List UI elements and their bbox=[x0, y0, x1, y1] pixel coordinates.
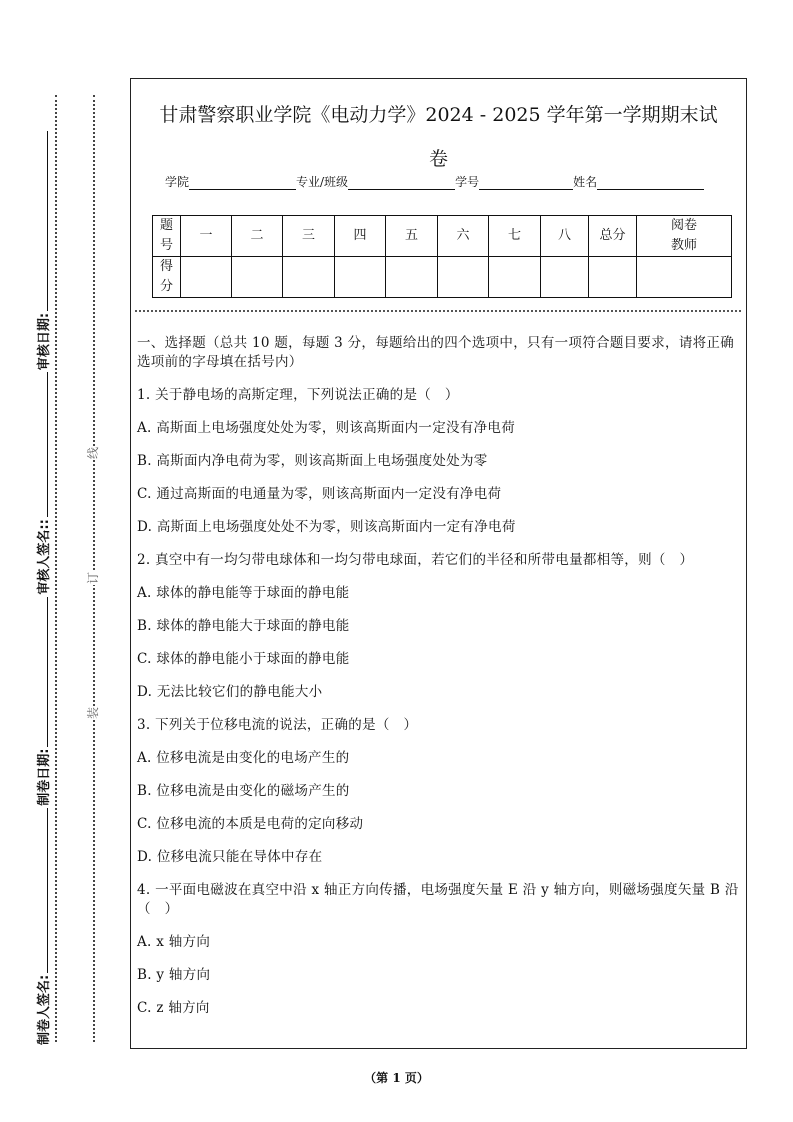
page-number: （第 1 页） bbox=[364, 1071, 429, 1085]
college-label: 学院 bbox=[165, 175, 190, 189]
college-field[interactable] bbox=[189, 177, 296, 190]
option: B. 高斯面内净电荷为零，则该高斯面上电场强度处处为零 bbox=[137, 453, 488, 469]
make-date-label: 制卷日期: bbox=[37, 748, 52, 806]
score-cell[interactable] bbox=[489, 257, 541, 298]
option: D. 高斯面上电场强度处处不为零，则该高斯面内一定有净电荷 bbox=[137, 519, 516, 535]
exam-content bbox=[137, 334, 742, 1032]
score-label-cell: 得 分 bbox=[153, 257, 181, 298]
question-stem: 2. 真空中有一均匀带电球体和一均匀带电球面，若它们的半径和所带电量都相等，则（ ） bbox=[137, 552, 694, 568]
binding-marks bbox=[84, 105, 104, 1045]
option: A. 位移电流是由变化的电场产生的 bbox=[137, 750, 350, 766]
exam-page bbox=[130, 78, 747, 1049]
option: D. 位移电流只能在导体中存在 bbox=[137, 849, 323, 865]
signature-margin bbox=[28, 105, 52, 1045]
option: D. 无法比较它们的静电能大小 bbox=[137, 684, 323, 700]
score-cell[interactable] bbox=[541, 257, 589, 298]
name-field[interactable] bbox=[597, 177, 704, 190]
column-header: 二 bbox=[232, 216, 283, 257]
title-line-2: 卷 bbox=[428, 148, 448, 170]
binding-mark-xian: 线 bbox=[86, 446, 100, 459]
student-id-field[interactable] bbox=[479, 177, 573, 190]
option: C. 球体的静电能小于球面的静电能 bbox=[137, 651, 350, 667]
make-date-field[interactable] bbox=[47, 597, 48, 747]
binding-mark-zhuang: 装 bbox=[86, 706, 100, 719]
student-id-label: 学号 bbox=[455, 175, 480, 189]
option: C. 通过高斯面的电通量为零，则该高斯面内一定没有净电荷 bbox=[137, 486, 502, 502]
separator bbox=[135, 310, 741, 312]
score-cell[interactable] bbox=[181, 257, 232, 298]
score-cell[interactable] bbox=[386, 257, 438, 298]
table-row bbox=[153, 216, 732, 257]
option: C. 位移电流的本质是电荷的定向移动 bbox=[137, 816, 364, 832]
question-stem: 3. 下列关于位移电流的说法，正确的是（ ） bbox=[137, 717, 418, 733]
major-class-field[interactable] bbox=[348, 177, 455, 190]
column-header: 一 bbox=[181, 216, 232, 257]
score-cell[interactable] bbox=[283, 257, 335, 298]
title-line-1: 甘肃警察职业学院《电动力学》2024 - 2025 学年第一学期期末试 bbox=[159, 104, 718, 126]
table-row bbox=[153, 257, 732, 298]
option: A. 球体的静电能等于球面的静电能 bbox=[137, 585, 350, 601]
column-header: 总分 bbox=[589, 216, 637, 257]
reviewer-signature-label: 审核人签名:: bbox=[37, 519, 52, 595]
student-info bbox=[165, 173, 704, 190]
option: B. y 轴方向 bbox=[137, 967, 211, 983]
option: A. 高斯面上电场强度处处为零，则该高斯面内一定没有净电荷 bbox=[137, 420, 516, 436]
option: C. z 轴方向 bbox=[137, 1000, 210, 1016]
major-class-label: 专业/班级 bbox=[296, 175, 349, 189]
score-cell[interactable] bbox=[637, 257, 732, 298]
column-header: 三 bbox=[283, 216, 335, 257]
column-header: 四 bbox=[335, 216, 386, 257]
column-header: 六 bbox=[438, 216, 489, 257]
question-stem: 4. 一平面电磁波在真空中沿 x 轴正方向传播，电场强度矢量 E 沿 y 轴方向，则磁场强度矢量 B 沿（ ） bbox=[137, 882, 739, 917]
reviewer-header: 阅卷 教师 bbox=[637, 216, 732, 257]
score-cell[interactable] bbox=[232, 257, 283, 298]
question-stem: 1. 关于静电场的高斯定理，下列说法正确的是（ ） bbox=[137, 387, 459, 403]
maker-signature-label: 制卷人签名: bbox=[37, 974, 52, 1045]
column-header: 七 bbox=[489, 216, 541, 257]
column-header: 五 bbox=[386, 216, 438, 257]
question-label-cell: 题 号 bbox=[153, 216, 181, 257]
review-date-field[interactable] bbox=[47, 131, 48, 311]
option: A. x 轴方向 bbox=[137, 934, 211, 950]
score-cell[interactable] bbox=[589, 257, 637, 298]
exam-title bbox=[131, 93, 746, 181]
name-label: 姓名 bbox=[573, 175, 598, 189]
option: B. 位移电流是由变化的磁场产生的 bbox=[137, 783, 350, 799]
binding-mark-ding: 订 bbox=[86, 571, 100, 584]
option: B. 球体的静电能大于球面的静电能 bbox=[137, 618, 350, 634]
review-date-label: 审核日期: bbox=[37, 312, 52, 371]
binding-line-outer bbox=[55, 95, 57, 1042]
maker-signature-field[interactable] bbox=[47, 808, 48, 973]
score-cell[interactable] bbox=[335, 257, 386, 298]
column-header: 八 bbox=[541, 216, 589, 257]
section-heading: 一、选择题（总共 10 题，每题 3 分，每题给出的四个选项中，只有一项符合题目要求，请将正确选项前的字母填在括号内） bbox=[137, 335, 735, 370]
reviewer-signature-field[interactable] bbox=[47, 372, 48, 517]
score-table bbox=[152, 215, 732, 298]
score-cell[interactable] bbox=[438, 257, 489, 298]
